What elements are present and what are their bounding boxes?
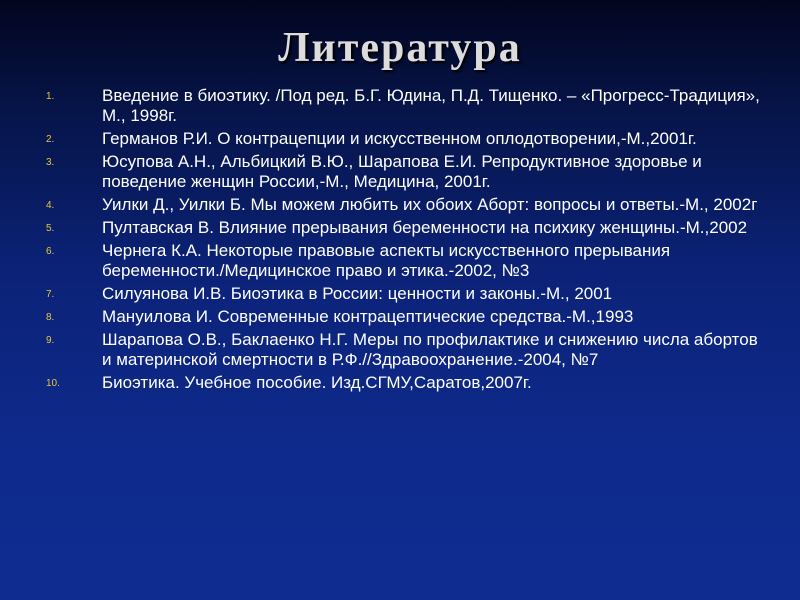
reference-item <box>46 307 766 327</box>
reference-text: Мануилова И. Современные контрацептические средства.-М.,1993 <box>102 307 634 326</box>
reference-number: 10. <box>46 378 60 389</box>
reference-text: Юсупова А.Н., Альбицкий В.Ю., Шарапова Е.И. Репродуктивное здоровье и поведение женщин России,-М., Медицина, 2001г. <box>102 152 702 191</box>
reference-item <box>46 86 766 126</box>
reference-item <box>46 373 766 393</box>
reference-number: 5. <box>46 223 55 234</box>
reference-number: 6. <box>46 246 55 257</box>
reference-item <box>46 241 766 281</box>
reference-number: 2. <box>46 134 55 145</box>
reference-number: 3. <box>46 157 55 168</box>
reference-item <box>46 195 766 215</box>
reference-item <box>46 152 766 192</box>
reference-text: Введение в биоэтику. /Под ред. Б.Г. Юдина, П.Д. Тищенко. – «Прогресс-Традиция», М., 1998г. <box>102 86 760 125</box>
reference-text: Силуянова И.В. Биоэтика в России: ценности и законы.-М., 2001 <box>102 284 613 303</box>
reference-list <box>46 86 766 396</box>
reference-text: Уилки Д., Уилки Б. Мы можем любить их обоих Аборт: вопросы и ответы.-М., 2002г <box>102 195 758 214</box>
reference-number: 7. <box>46 289 55 300</box>
reference-text: Чернега К.А. Некоторые правовые аспекты искусственного прерывания беременности./Медицинское право и этика.-2002, №3 <box>102 241 671 280</box>
reference-text: Шарапова О.В., Баклаенко Н.Г. Меры по профилактике и снижению числа абортов и материнской смертности в Р.Ф.//Здравоохранение.-2004, №7 <box>102 330 758 369</box>
reference-number: 1. <box>46 91 55 102</box>
reference-item <box>46 330 766 370</box>
reference-item <box>46 218 766 238</box>
reference-item <box>46 129 766 149</box>
reference-text: Биоэтика. Учебное пособие. Изд.СГМУ,Саратов,2007г. <box>102 373 532 392</box>
reference-text: Германов Р.И. О контрацепции и искусственном оплодотворении,-М.,2001г. <box>102 129 697 148</box>
slide-title: Литература <box>278 25 522 71</box>
reference-item <box>46 284 766 304</box>
reference-number: 8. <box>46 312 55 323</box>
reference-number: 4. <box>46 200 55 211</box>
reference-number: 9. <box>46 335 55 346</box>
reference-text: Пултавская В. Влияние прерывания беременности на психику женщины.-М.,2002 <box>102 218 748 237</box>
